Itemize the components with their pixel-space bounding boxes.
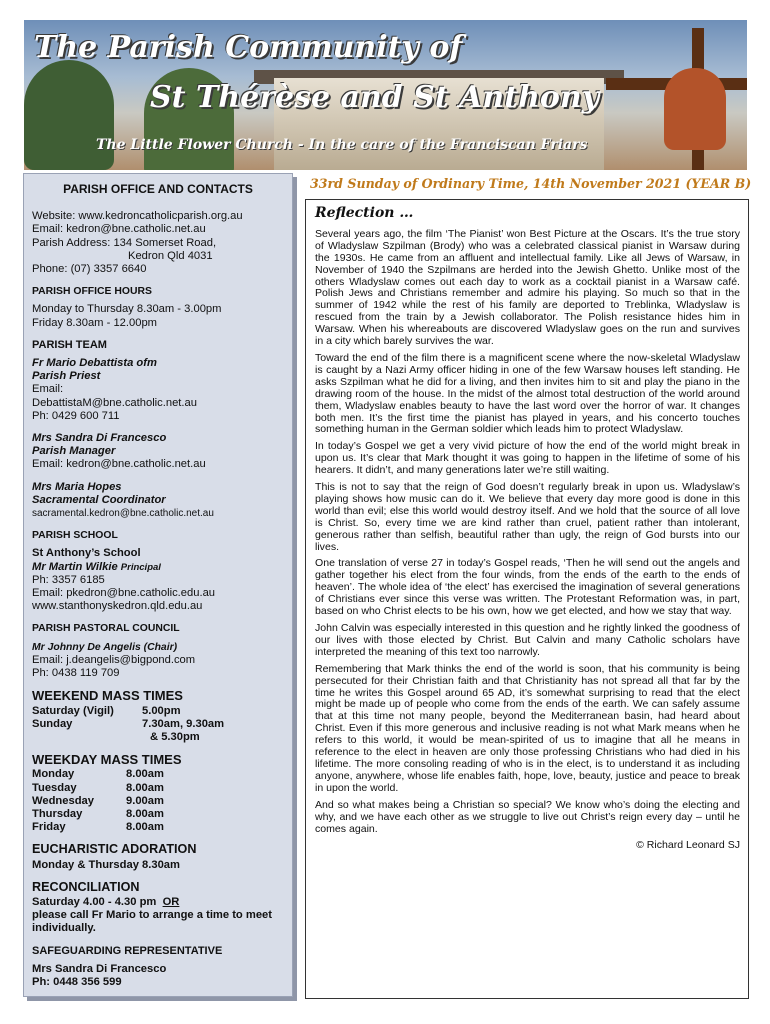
sunday-date-line: 33rd Sunday of Ordinary Time, 14th November 2021 (YEAR B) [310,176,752,191]
school-email[interactable]: Email: pkedron@bne.catholic.edu.au [32,587,216,600]
principal-line [32,561,284,574]
address-line: Parish Address: 134 Somerset Road, [32,236,217,249]
mass-time: 8.00am [126,821,164,834]
manager-role: Parish Manager [32,445,116,458]
office-hours-heading: PARISH OFFICE HOURS [32,286,152,298]
contacts-sidebar [23,173,293,997]
reconciliation-heading: RECONCILIATION [32,879,140,894]
priest-email-label: Email: [32,383,64,396]
author-signature: © Richard Leonard SJ [636,839,740,852]
mass-day: Monday [32,768,75,781]
reflection-paragraph: Several years ago, the film ‘The Pianist’ won Best Picture at the Oscars. It’s the true story of Wladyslaw Szpilman (Brody) who was a celebrated classical pianist in Warsaw during the 1930s. He came from an affluent and intellectual family. Like all Jews of Warsaw, in November of 1940 the Szpilmans are herded into the Jewish Ghetto. Unlike most of the others Wladyslaw comes out each day to work as a cocktail pianist in a Warsaw café. Polish Jews and Christians remember and admire his playing. So much so that in the summer of 1942 while the rest of his family are deported to Treblinka, Wladyslaw is rescued from the train by a Jewish collaborator. The Polish resistance hides him in Warsaw. When his whereabouts are discovered Wladyslaw goes on the run and survives in a city which barely survives the war. [315,227,740,348]
reflection-paragraph: And so what makes being a Christian so special? We know who’s doing the electing and why, and we have each other as we struggle to live out Christ’s reign every day – until he comes again. [315,798,740,835]
council-chair: Mr Johnny De Angelis (Chair) [32,641,178,653]
weekday-mass-heading: WEEKDAY MASS TIMES [32,752,182,768]
school-website[interactable]: www.stanthonyskedron.qld.edu.au [32,600,203,613]
mass-row [32,705,284,718]
office-hours-line: Monday to Thursday 8.30am - 3.00pm [32,303,222,316]
reflection-paragraph: In today’s Gospel we get a very vivid picture of how the end of the world might break in upon us. It’s clear that Mark thought it was going to happen in the lifetime of some of his hearers. It didn’t, and many generations later we’re still waiting. [315,440,740,477]
office-hours-line: Friday 8.30am - 12.00pm [32,316,157,329]
coordinator-name: Mrs Maria Hopes [32,480,122,493]
email-line[interactable]: Email: kedron@bne.catholic.net.au [32,223,206,236]
phone-line: Phone: (07) 3357 6640 [32,263,147,276]
manager-email[interactable]: Email: kedron@bne.catholic.net.au [32,458,206,471]
reconciliation-time: Saturday 4.00 - 4.30 pm [32,895,157,908]
mass-day: Sunday [32,717,73,730]
mass-time: 8.00am [126,781,164,794]
address-line: Kedron Qld 4031 [128,249,213,262]
mass-day: Friday [32,821,66,834]
mass-time: 5.00pm [142,704,181,717]
reflection-paragraph: This is not to say that the reign of God doesn’t regularly break in upon us. Wladyslaw’s playing shows how music can do it. We believe that every day more good is done in this world than evil; else this world would destroy itself. And we hold that the source of all love is Christ. So, every time we are kind rather than cruel, patient rather than intolerant, generous rather than selfish, beautiful rather than ugly, the reign of God bursts into our lives. [315,481,740,553]
mass-time: & 5.30pm [150,730,200,743]
mass-day: Wednesday [32,794,94,807]
mass-time: 8.00am [126,768,164,781]
reconciliation-note: please call Fr Mario to arrange a time to meet individually. [32,909,272,935]
reconciliation-line [32,896,284,909]
school-phone: Ph: 3357 6185 [32,573,105,586]
mass-row [32,808,284,821]
mass-row [32,718,284,731]
mass-row [32,795,284,808]
reflection-box [305,199,749,999]
adoration-time: Monday & Thursday 8.30am [32,858,180,871]
principal-role: Principal [120,561,161,573]
coordinator-role: Sacramental Coordinator [32,493,166,506]
mass-day: Tuesday [32,781,77,794]
council-phone: Ph: 0438 119 709 [32,667,120,680]
mass-day: Saturday (Vigil) [32,704,114,717]
page-title-line1: The Parish Community of [34,30,463,65]
coordinator-email[interactable]: sacramental.kedron@bne.catholic.net.au [32,508,214,520]
safeguarding-heading: SAFEGUARDING REPRESENTATIVE [32,944,223,957]
mass-time: 7.30am, 9.30am [142,717,225,730]
council-email[interactable]: Email: j.deangelis@bigpond.com [32,653,196,666]
page-subtitle: The Little Flower Church - In the care of the Franciscan Friars [96,137,588,153]
mass-time: 8.00am [126,807,164,820]
website-line[interactable]: Website: www.kedroncatholicparish.org.au [32,210,243,223]
safeguarding-phone: Ph: 0448 356 599 [32,975,122,988]
council-heading: PARISH PASTORAL COUNCIL [32,623,180,635]
principal-name: Mr Martin Wilkie [32,560,118,573]
crucifix-figure [664,68,726,150]
page-title-line2: St Thérèse and St Anthony [150,80,600,115]
reflection-paragraph: John Calvin was especially interested in this question and he rightly linked the goodness of our lives with those elected by Christ. But Calvin and many Catholic scholars have interpreted the meaning of this text too narrowly. [315,622,740,658]
school-name: St Anthony’s School [32,547,141,560]
mass-row [32,782,284,795]
mass-row [32,731,284,744]
school-heading: PARISH SCHOOL [32,530,118,542]
reflection-paragraph: One translation of verse 27 in today’s Gospel reads, ‘Then he will send out the angels and gather together his elect from the four winds, from the ends of the earth to the ends of heaven’. The whole idea of ‘the elect’ has exercised the imagination of several generations of Christians ever since this verse was written. The Protestant Reformation was, in part, based on who Christ elects to be his own, how we get elected, and how we stay that way. [315,557,740,618]
reconciliation-or: OR [162,895,180,908]
weekend-mass-heading: WEEKEND MASS TIMES [32,688,183,704]
mass-time: 9.00am [126,794,164,807]
priest-role: Parish Priest [32,370,101,383]
mass-day [32,731,142,744]
safeguarding-name: Mrs Sandra Di Francesco [32,962,167,975]
priest-phone: Ph: 0429 600 711 [32,409,120,422]
sidebar-title: PARISH OFFICE AND CONTACTS [63,182,253,196]
reflection-paragraph: Toward the end of the film there is a magnificent scene where the now-skeletal Wladyslaw is caught by a Nazi Army officer hiding in one of the few Warsaw houses left standing. He asks Szpilman what he did for a living, and then invites him to sit and play the piano in the drawing room of the house. In the midst of the almost total destruction of the world around them, Wladyslaw enables beauty to have the last word over the horror of war. It changes both men. It’s the first time the pianist has played in years, and his concerto touches something human in the German soldier which leads him to protect Wladyslaw. [315,351,740,436]
reflection-paragraph: Remembering that Mark thinks the end of the world is soon, that his community is being persecuted for their Christian faith and that Christianity has not spread all that far by the time he writes this Gospel around 65 AD, it’s somewhat surprising to read that the elect might be made up of people who come from the ends of the earth. We can safely assume that at this time not many people, beyond the Mediterranean basin, had heard about Christ. Even if this more generous and inclusive reading is not what Mark means when he refers to this world, it would be mean-spirited of us to imagine that all he means in reference to the elect in heaven are only those professing Christians who had died in his lifetime. The more consoling reading of who is in the elect, is to understand it as including anyone, anywhere, whose life enables faith, hope, love, beauty, justice and peace to break in upon the world. [315,662,740,794]
adoration-heading: EUCHARISTIC ADORATION [32,842,197,857]
reflection-heading: Reflection … [315,205,414,221]
mass-row [32,768,284,781]
priest-name: Fr Mario Debattista ofm [32,357,157,370]
mass-day: Thursday [32,807,83,820]
priest-email[interactable]: DebattistaM@bne.catholic.net.au [32,396,197,409]
team-heading: PARISH TEAM [32,338,107,351]
tree-shape [24,60,114,170]
manager-name: Mrs Sandra Di Francesco [32,432,167,445]
mass-row [32,821,284,834]
